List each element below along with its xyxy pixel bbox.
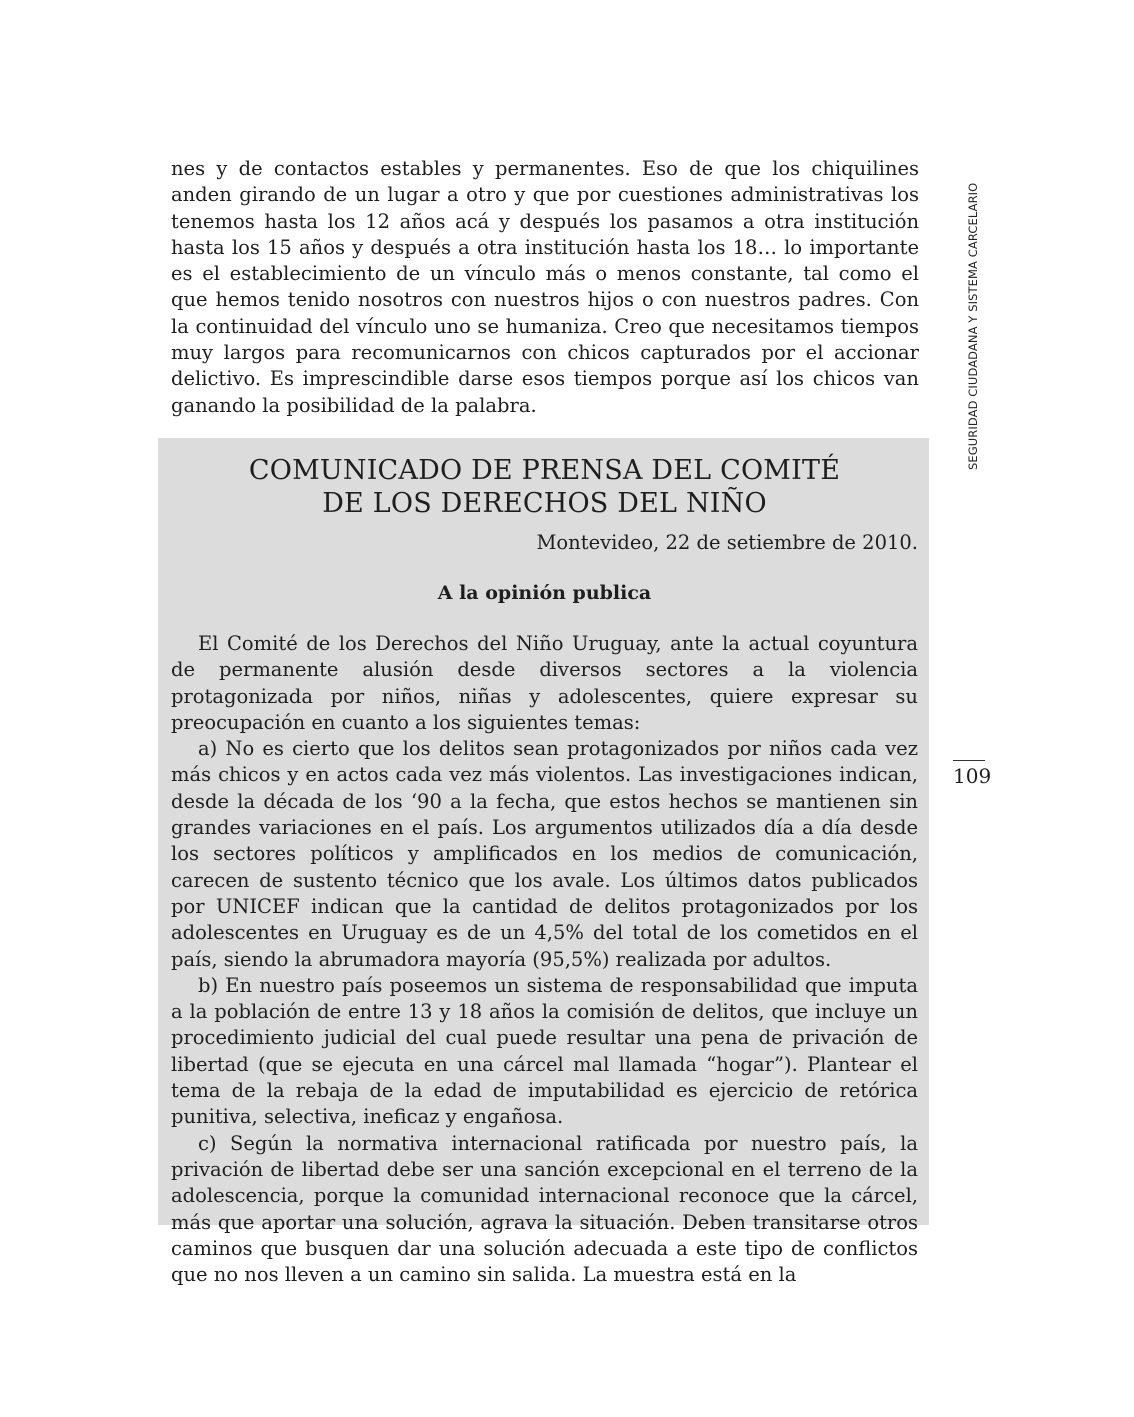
running-head: SEGURIDAD CIUDADANA Y SISTEMA CARCELARIO	[966, 182, 980, 470]
subtitle: A la opinión publica	[437, 582, 652, 604]
body-paragraph: c) Según la normativa internacional ratificada por nuestro país, la privación de libertad debe ser una sanción excepcional en el terreno de la adolescencia, porque la comunidad internacional reconoce que la cárcel, más que aportar una solución, agrava la situación. Deben transitarse otros caminos que busquen dar una solución adecuada a este tipo de conflictos que no nos lleven a un camino sin salida. La muestra está en la	[171, 1131, 918, 1287]
body-paragraph: El Comité de los Derechos del Niño Uruguay, ante la actual coyuntura de permanente alusión desde diversos sectores a la violencia protagonizada por niños, niñas y adolescentes, quiere expresar su preocupación en cuanto a los siguientes temas:	[171, 632, 918, 734]
press-release-box	[158, 438, 929, 1287]
body-paragraph: b) En nuestro país poseemos un sistema de responsabilidad que imputa a la población de entre 13 y 18 años la comisión de delitos, que incluye un procedimiento judicial del cual puede resultar una pena de privación de libertad (que se ejecuta en una cárcel mal llamada “hogar”). Plantear el tema de la rebaja de la edad de imputabilidad es ejercicio de retórica punitiva, selectiva, ineficaz y engañosa.	[171, 973, 918, 1129]
intro-text: nes y de contactos estables y permanentes. Eso de que los chiquilines anden girando de un lugar a otro y que por cuestiones administrativas los tenemos hasta los 12 años acá y después los pasamos a otra institución hasta los 15 años y después a otra institución hasta los 18… lo importante es el establecimiento de un vínculo más o menos constante, tal como el que hemos tenido nosotros con nuestros hijos o con nuestros padres. Con la continuidad del vínculo uno se humaniza. Creo que necesitamos tiempos muy largos para recomunicarnos con chicos capturados por el accionar delictivo. Es imprescindible darse esos tiempos porque así los chicos van ganando la posibilidad de la palabra.	[171, 157, 919, 417]
body-paragraph: a) No es cierto que los delitos sean protagonizados por niños cada vez más chicos y en actos cada vez más violentos. Las investigaciones indican, desde la década de los ‘90 a la fecha, que estos hechos se mantienen sin grandes variaciones en el país. Los argumentos utilizados día a día desde los sectores políticos y amplificados en los medios de comunicación, carecen de sustento técnico que los avale. Los últimos datos publicados por UNICEF indican que la cantidad de delitos protagonizados por los adolescentes en Uruguay es de un 4,5% del total de los cometidos en el país, siendo la abrumadora mayoría (95,5%) realizada por adultos.	[171, 737, 918, 971]
page-number: 109	[953, 764, 992, 788]
intro-paragraph	[171, 156, 919, 419]
title-line-1: COMUNICADO DE PRENSA DEL COMITÉ	[248, 455, 841, 486]
press-release-title	[171, 454, 918, 520]
title-line-2: DE LOS DERECHOS DEL NIÑO	[322, 488, 767, 519]
page-number-rule	[953, 760, 985, 761]
press-release-body	[171, 631, 918, 1288]
dateline: Montevideo, 22 de setiembre de 2010.	[536, 531, 918, 554]
